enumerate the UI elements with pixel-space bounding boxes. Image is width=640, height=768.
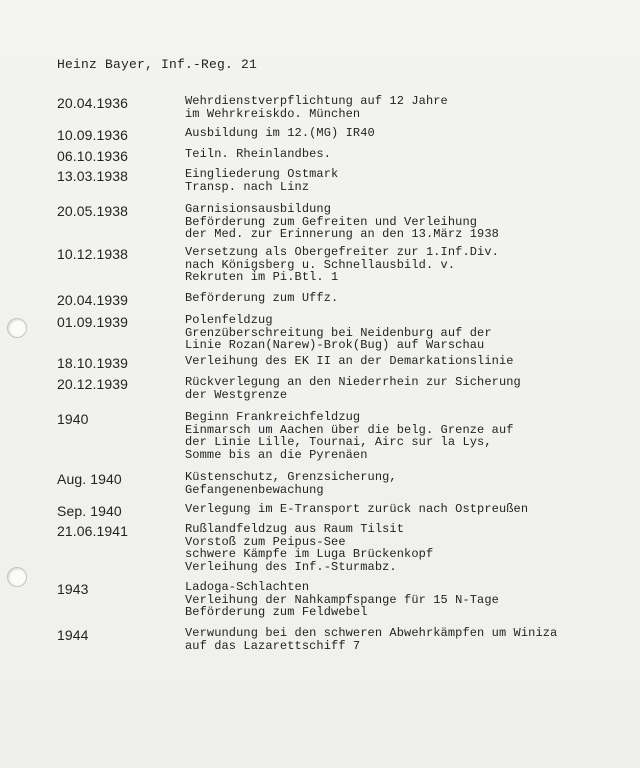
entry-line: Garnisionsausbildung [185, 202, 332, 216]
entry-line: Einmarsch um Aachen über die belg. Grenze auf [185, 422, 514, 437]
entry-text [185, 292, 625, 305]
entry-line: im Wehrkreiskdo. München [185, 106, 361, 121]
entry-text [185, 168, 625, 193]
entry-text [185, 411, 625, 461]
entry-date: 10.09.1936 [57, 127, 129, 143]
document-header: Heinz Bayer, Inf.-Reg. 21 [57, 57, 258, 72]
entry-text [185, 314, 625, 352]
entry-line: Eingliederung Ostmark [185, 167, 339, 181]
entry-date: 20.04.1939 [57, 292, 129, 308]
entry-text [185, 523, 625, 573]
entry-date: Sep. 1940 [57, 503, 122, 519]
entry-date: 20.12.1939 [57, 376, 129, 392]
entry-text [185, 203, 625, 241]
entry-line: Polenfeldzug [185, 313, 273, 327]
entry-line: Transp. nach Linz [185, 179, 310, 194]
entry-line: Teiln. Rheinlandbes. [185, 147, 332, 161]
entry-line: der Linie Lille, Tournai, Airc sur la Lys, [185, 435, 492, 449]
entry-date: 18.10.1939 [57, 355, 129, 371]
punch-hole-top [7, 318, 27, 338]
entry-date: 13.03.1938 [57, 168, 129, 184]
entry-line: Vorstoß zum Peipus-See [185, 534, 346, 549]
entry-date: 20.04.1936 [57, 95, 129, 111]
entry-line: Grenzüberschreitung bei Neidenburg auf der [185, 325, 492, 340]
entry-text [185, 95, 625, 120]
entry-line: Rekruten im Pi.Btl. 1 [185, 270, 339, 284]
entry-line: Rückverlegung an den Niederrhein zur Sicherung [185, 375, 521, 389]
entry-text [185, 376, 625, 401]
entry-date: 20.05.1938 [57, 203, 129, 219]
entry-line: Verlegung im E-Transport zurück nach Ostpreußen [185, 502, 529, 516]
punch-hole-bottom [7, 567, 27, 587]
entry-line: Versetzung als Obergefreiter zur 1.Inf.Div. [185, 245, 499, 259]
entry-date: 01.09.1939 [57, 314, 129, 330]
entry-line: Verleihung der Nahkampfspange für 15 N-Tage [185, 592, 499, 607]
entry-line: Ausbildung im 12.(MG) IR40 [185, 126, 375, 140]
entry-line: Somme bis an die Pyrenäen [185, 447, 368, 462]
entry-line: Rußlandfeldzug aus Raum Tilsit [185, 522, 405, 536]
entry-text [185, 581, 625, 619]
entry-line: Beförderung zum Feldwebel [185, 605, 368, 619]
entry-line: Linie Rozan(Narew)-Brok(Bug) auf Warschau [185, 338, 485, 352]
entry-line: nach Königsberg u. Schnellausbild. v. [185, 257, 456, 272]
entry-text [185, 355, 625, 368]
entry-line: Küstenschutz, Grenzsicherung, [185, 470, 397, 484]
entry-line: schwere Kämpfe im Luga Brückenkopf [185, 547, 434, 561]
entry-line: auf das Lazarettschiff 7 [185, 638, 361, 653]
entry-date: 1944 [57, 627, 89, 643]
entry-text [185, 246, 625, 284]
entry-line: Beförderung zum Uffz. [185, 291, 339, 305]
entry-text [185, 471, 625, 496]
entry-text [185, 127, 625, 140]
entry-line: Wehrdienstverpflichtung auf 12 Jahre [185, 94, 448, 108]
entry-date: Aug. 1940 [57, 471, 122, 487]
entry-date: 1943 [57, 581, 89, 597]
entry-line: Gefangenenbewachung [185, 482, 324, 497]
entry-line: der Westgrenze [185, 387, 288, 402]
entry-text [185, 503, 625, 516]
entry-line: Verleihung des EK II an der Demarkationslinie [185, 354, 514, 368]
entry-line: Verleihung des Inf.-Sturmabz. [185, 559, 397, 574]
entry-text [185, 148, 625, 161]
entry-date: 10.12.1938 [57, 246, 129, 262]
entry-line: Beförderung zum Gefreiten und Verleihung [185, 214, 478, 229]
entry-line: der Med. zur Erinnerung an den 13.März 1938 [185, 227, 499, 241]
entry-date: 1940 [57, 411, 89, 427]
entry-date: 21.06.1941 [57, 523, 129, 539]
entry-date: 06.10.1936 [57, 148, 129, 164]
entry-text [185, 627, 625, 652]
entry-line: Ladoga-Schlachten [185, 580, 310, 594]
entry-line: Beginn Frankreichfeldzug [185, 410, 361, 424]
entry-line: Verwundung bei den schweren Abwehrkämpfen um Winiza [185, 626, 558, 640]
